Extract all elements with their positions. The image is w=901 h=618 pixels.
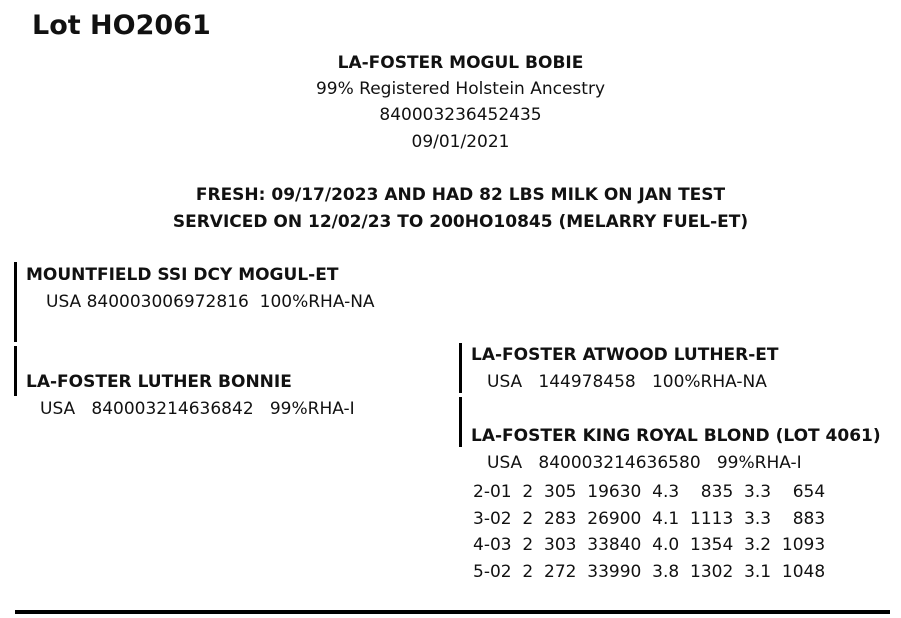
sire-bracket: [14, 262, 17, 342]
sire-name: MOUNTFIELD SSI DCY MOGUL-ET: [26, 265, 339, 285]
production-record: 2-01 2 305 19630 4.3 835 3.3 654: [473, 482, 826, 502]
production-record: 5-02 2 272 33990 3.8 1302 3.1 1048: [473, 562, 826, 582]
maternal-grandsire-bracket: [459, 343, 462, 393]
maternal-granddam-registration: USA 840003214636580 99%RHA-I: [487, 453, 802, 473]
serviced-note: SERVICED ON 12/02/23 TO 200HO10845 (MELARRY FUEL-ET): [172, 212, 749, 232]
bottom-divider: [15, 610, 890, 614]
animal-name: LA-FOSTER MOGUL BOBIE: [337, 53, 584, 73]
maternal-granddam-name: LA-FOSTER KING ROYAL BLOND (LOT 4061): [471, 426, 881, 446]
production-record: 3-02 2 283 26900 4.1 1113 3.3 883: [473, 509, 826, 529]
birth-date: 09/01/2021: [411, 132, 510, 152]
fresh-note: FRESH: 09/17/2023 AND HAD 82 LBS MILK ON JAN TEST: [195, 185, 726, 205]
maternal-grandsire-name: LA-FOSTER ATWOOD LUTHER-ET: [471, 345, 779, 365]
dam-bracket: [14, 346, 17, 396]
maternal-grandsire-registration: USA 144978458 100%RHA-NA: [487, 372, 767, 392]
dam-registration: USA 840003214636842 99%RHA-I: [40, 399, 355, 419]
sire-registration: USA 840003006972816 100%RHA-NA: [46, 292, 375, 312]
maternal-granddam-bracket: [459, 397, 462, 447]
animal-id: 840003236452435: [379, 105, 542, 125]
production-record: 4-03 2 303 33840 4.0 1354 3.2 1093: [473, 535, 826, 555]
dam-name: LA-FOSTER LUTHER BONNIE: [26, 372, 292, 392]
lot-number: Lot HO2061: [32, 10, 211, 41]
ancestry-line: 99% Registered Holstein Ancestry: [315, 79, 606, 99]
